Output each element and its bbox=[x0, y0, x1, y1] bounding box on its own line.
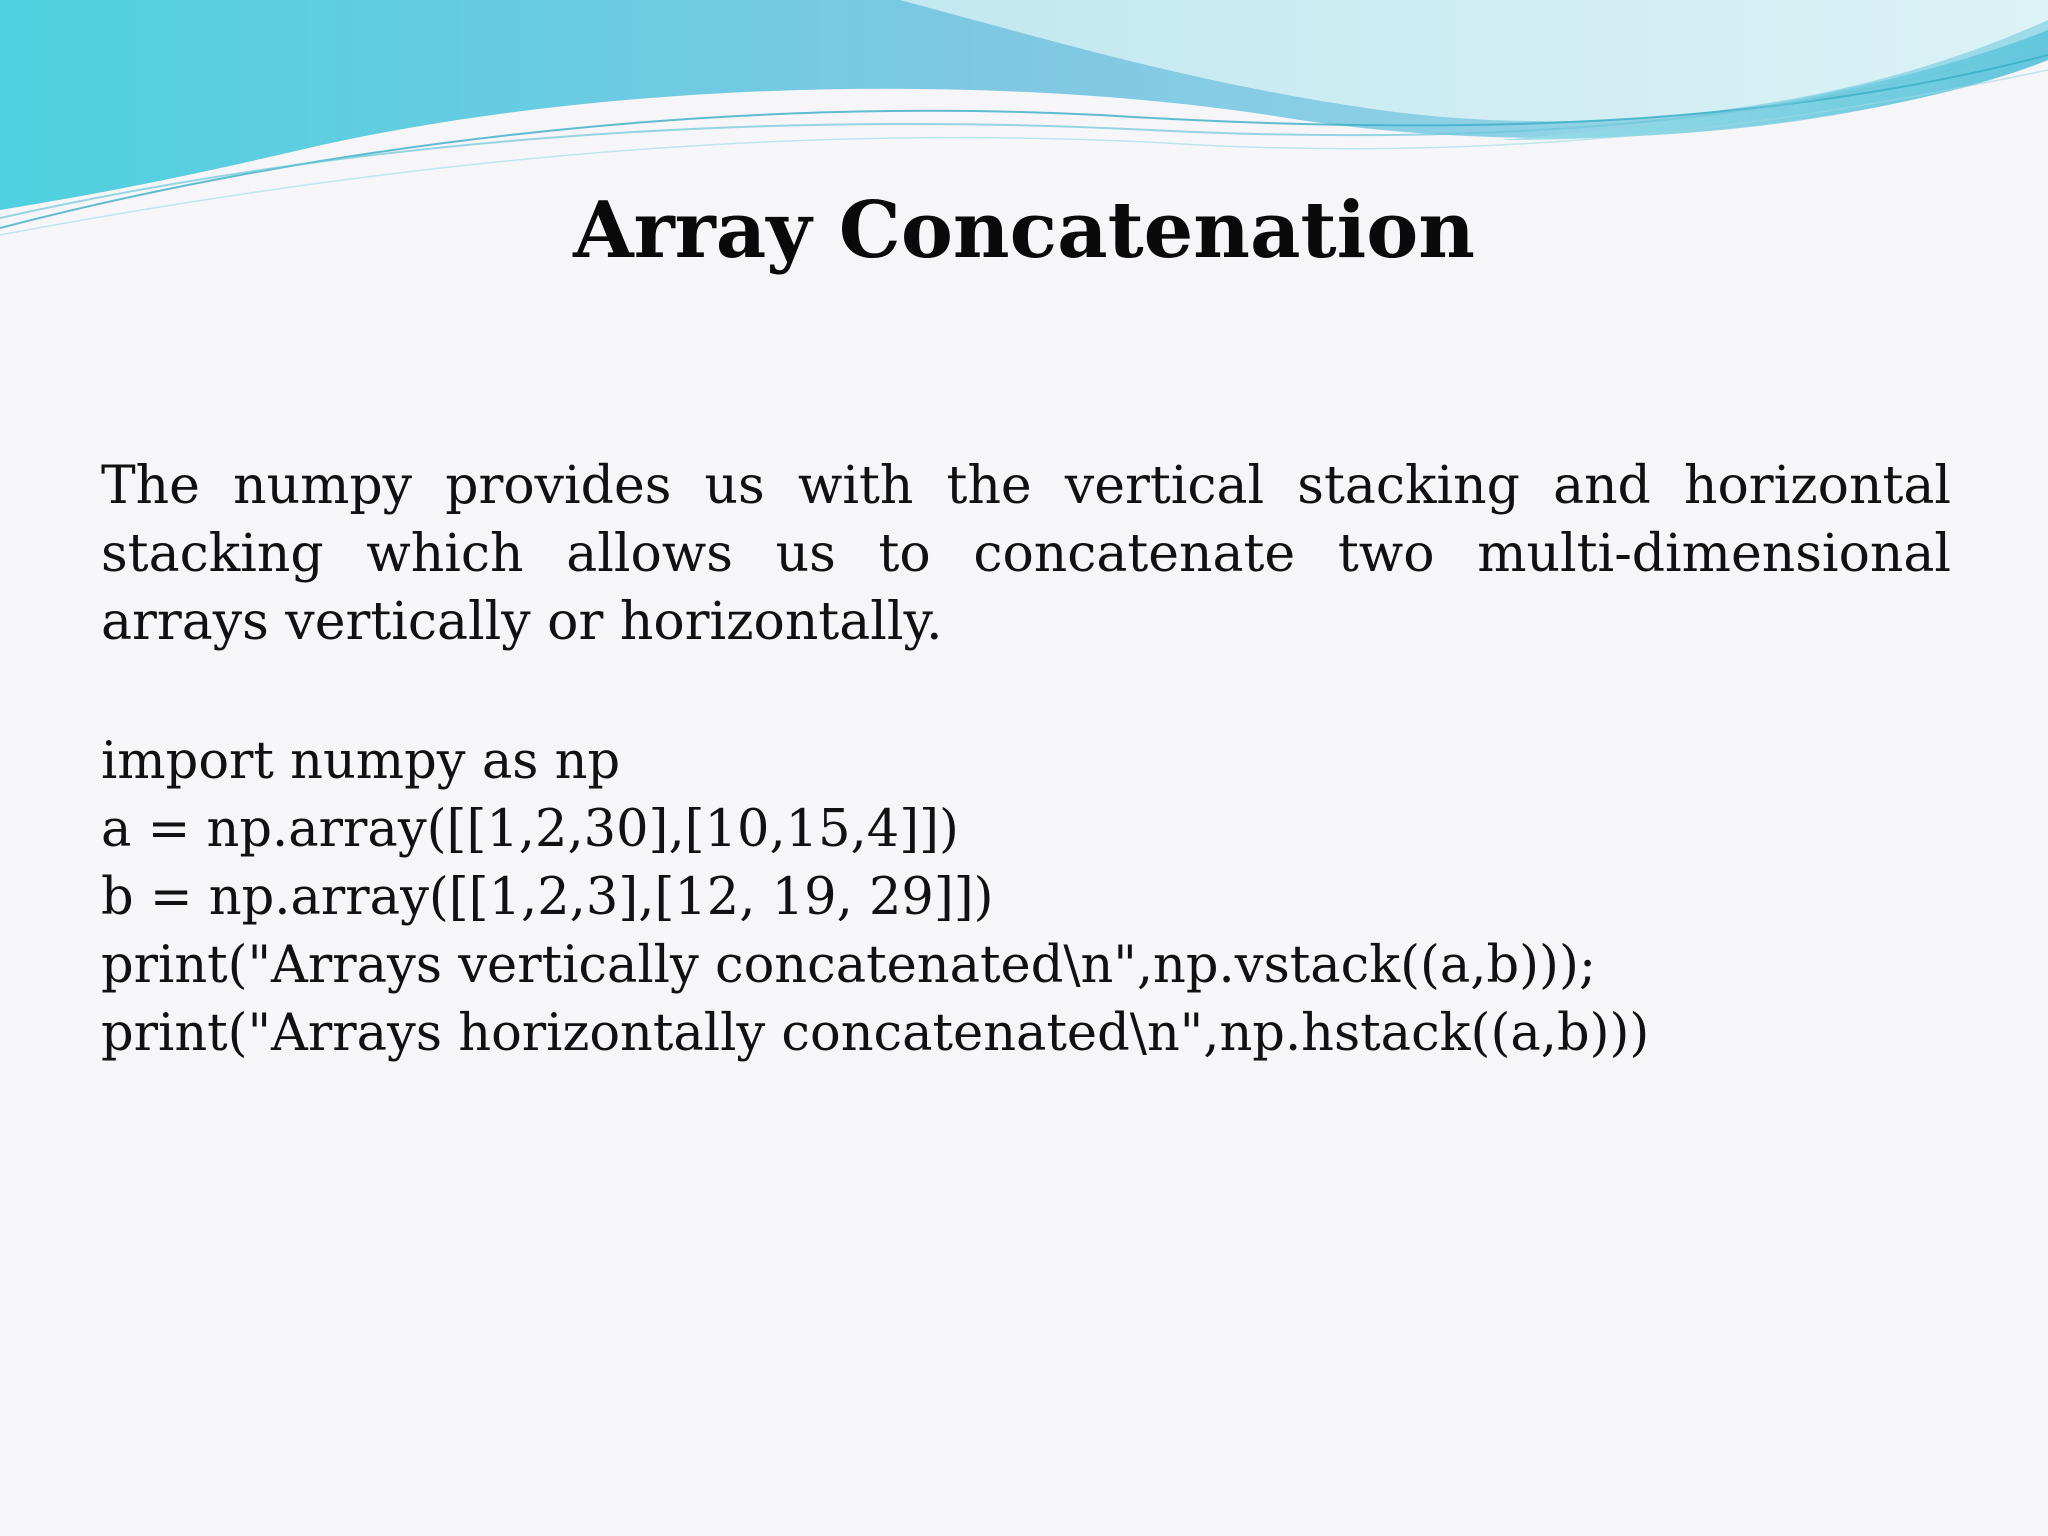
code-line: a = np.array([[1,2,30],[10,15,4]]) bbox=[101, 800, 959, 859]
code-line: import numpy as np bbox=[101, 732, 621, 791]
code-block bbox=[101, 728, 2001, 1068]
code-line: print("Arrays vertically concatenated\n",np.vstack((a,b))); bbox=[101, 936, 1597, 995]
slide-paragraph: The numpy provides us with the vertical stacking and horizontal stacking which allows us to concatenate two multi-dimensional arrays vertically or horizontally. bbox=[101, 456, 1951, 652]
code-line: print("Arrays horizontally concatenated\n",np.hstack((a,b))) bbox=[101, 1004, 1650, 1063]
slide-title: Array Concatenation bbox=[573, 185, 1475, 276]
code-line: b = np.array([[1,2,3],[12, 19, 29]]) bbox=[101, 868, 994, 927]
